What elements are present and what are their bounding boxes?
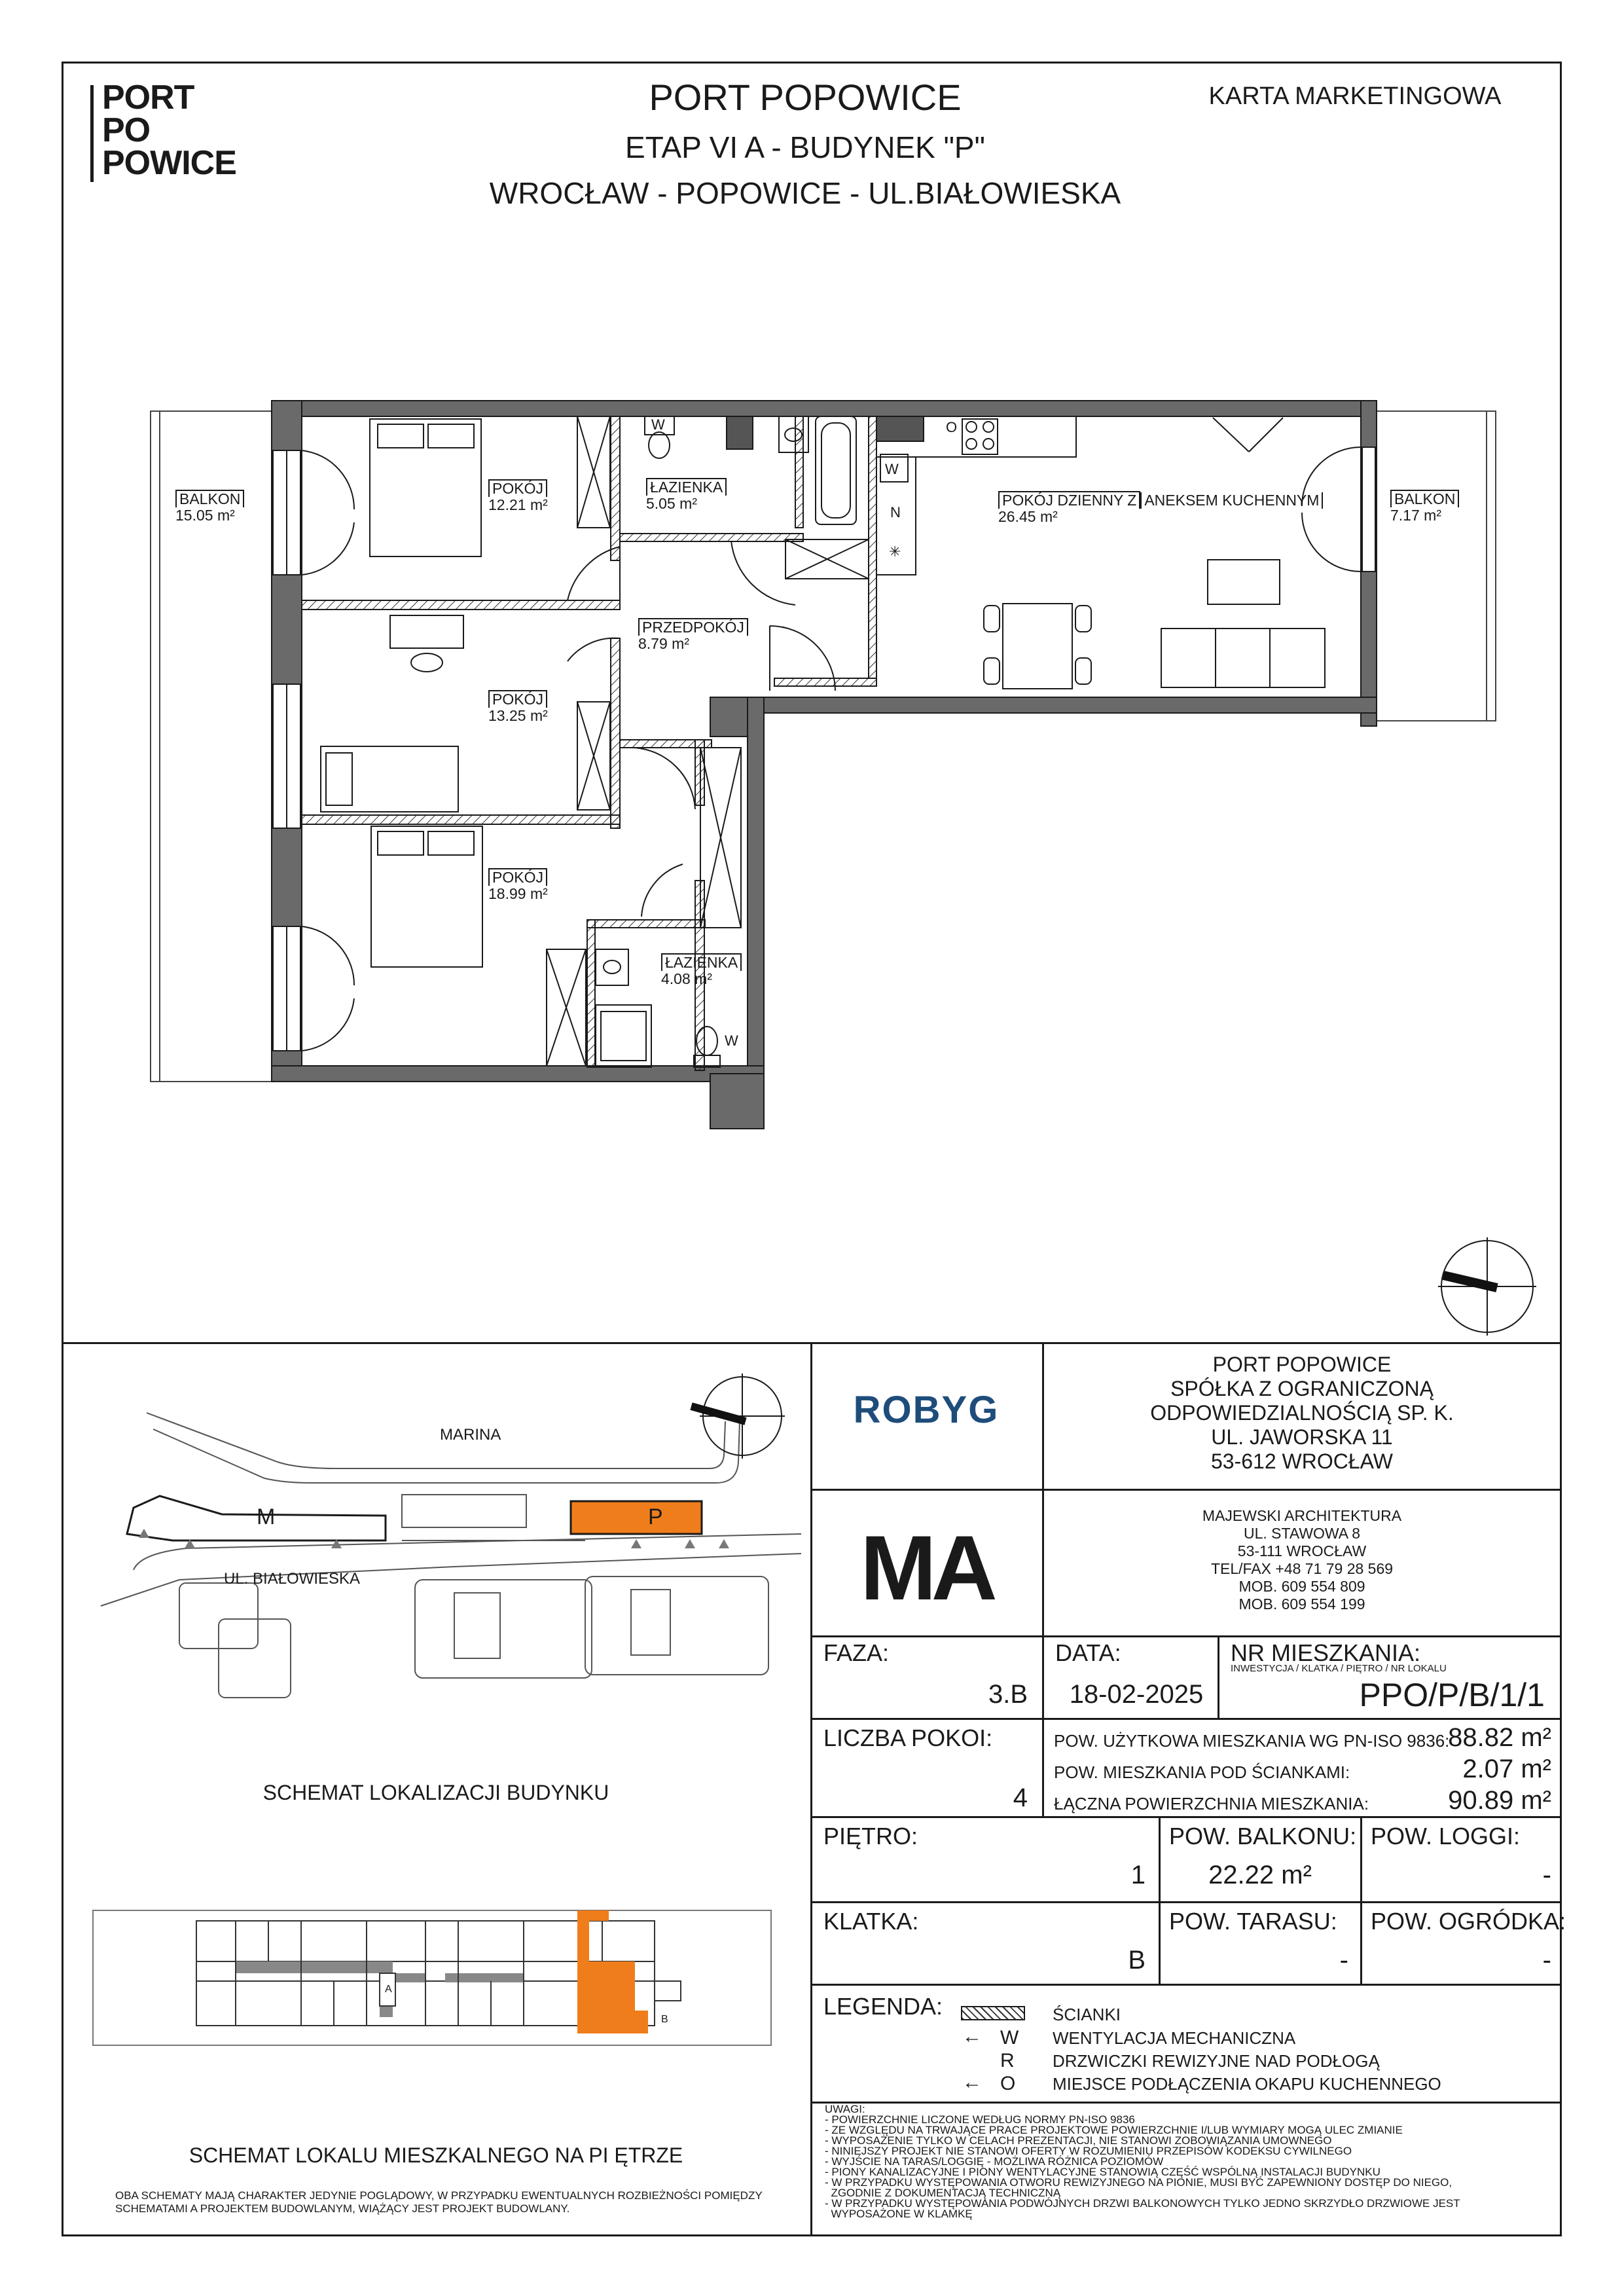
balcony-right	[1374, 411, 1496, 721]
terrace-area-value: -	[1339, 1946, 1348, 1975]
floor-scheme-caption: SCHEMAT LOKALU MIESZKALNEGO NA PI ĘTRZE	[189, 2143, 683, 2167]
room-label-bedroom-1: POKÓJ 12.21 m²	[488, 480, 548, 513]
staircase-value: B	[1128, 1946, 1146, 1975]
divider-row-3	[810, 1816, 1562, 1818]
legend-arrow-w: ←	[962, 2026, 982, 2047]
usable-area-value: 88.82 m²	[1448, 1723, 1551, 1752]
phase-label: FAZA:	[823, 1639, 890, 1666]
divider-rooms	[1042, 1718, 1044, 1816]
divider-logo-rows	[810, 1489, 1562, 1491]
total-area-value: 90.89 m²	[1448, 1786, 1551, 1815]
apartment-highlight	[577, 1910, 648, 2033]
building-p	[571, 1501, 702, 1534]
date-label: DATA:	[1055, 1639, 1121, 1666]
divider-balcony	[1360, 1816, 1362, 1984]
balcony-area-label: POW. BALKONU:	[1169, 1823, 1357, 1850]
loggia-area-label: POW. LOGGI:	[1371, 1823, 1521, 1850]
room-label-bathroom-1: ŁAZIENKA 5.05 m²	[646, 478, 727, 512]
floor-label: PIĘTRO:	[823, 1823, 918, 1850]
room-label-bedroom-2: POKÓJ 13.25 m²	[488, 691, 548, 724]
street-label: UL. BIAŁOWIESKA	[224, 1570, 361, 1588]
card-type: KARTA MARKETINGOWA	[1208, 82, 1502, 110]
floor-scheme	[92, 1909, 772, 2047]
total-area-label: ŁĄCZNA POWIERZCHNIA MIESZKANIA:	[1054, 1794, 1369, 1813]
legend-hatch-swatch	[961, 2006, 1025, 2020]
legend-o-symbol: O	[1000, 2073, 1016, 2094]
building-p-label: P	[648, 1504, 663, 1529]
notes-block: UWAGI: - POWIERZCHNIE LICZONE WEDŁUG NORMY PN-ISO 9836 - ZE WZGLĘDU NA TRWAJĄCE PRACE PROJEKTOWE POWIERZCHNIE I/LUB WYMIARY MOGĄ ULEC ZMIANIE - WYPOSAŻENIE TYLKO W CELACH PREZENTACJI, NIE STANOWI ZOBOWIĄZANIA UMOWNEGO - NINIEJSZY PROJEKT NIE STANOWI OFERTY W ROZUMIENIU PRZEPISÓW KODEKSU CYWILNEGO - WYJŚCIE NA TARAS/LOGGIĘ - MOŻLIWA RÓŻNICA POZIOMÓW - PIONY KANALIZACYJNE I PIONY WENTYLACYJNE STANOWIĄ CZĘŚĆ WSPÓLNĄ INSTALACJI BUDYNKU - W PRZYPADKU WYSTĘPOWANIA OTWORU REWIZYJNEGO NA PIONIE, MUSI BYĆ ZAPEWNIONY DOSTĘP DO NIEGO, ZGODNIE Z DOKUMENTACJĄ TECHNICZNĄ - W PRZYPADKU WYSTĘPOWANIA PODWÓJNYCH DRZWI BALKONOWYCH TYLKO JEDNO SKRZYDŁO DRZWIOWE JEST WYPOSAŻONE W KLAMKĘ	[825, 2103, 1460, 2220]
location-scheme	[62, 1344, 810, 1737]
legend-title: LEGENDA:	[823, 1993, 943, 2020]
room-label-balcony-right: BALKON 7.17 m²	[1390, 490, 1459, 524]
room-label-balcony-left: BALKON 15.05 m²	[175, 490, 244, 524]
room-label-living-room: POKÓJ DZIENNY Z ANEKSEM KUCHENNYM 26.45 m²	[998, 491, 1323, 525]
floor-value: 1	[1130, 1861, 1146, 1889]
legend-ventilation-text: WENTYLACJA MECHANICZNA	[1053, 2028, 1296, 2048]
divider-row-2	[810, 1718, 1562, 1720]
phase-value: 3.B	[988, 1680, 1028, 1709]
logo-line-1: PORT	[102, 79, 194, 117]
divider-faza	[1042, 1635, 1044, 1718]
freezer-symbol: ✳	[889, 543, 901, 560]
logo-line-2: PO	[102, 111, 151, 149]
ventilation-symbol-1: W	[651, 416, 665, 433]
room-label-bathroom-2: ŁAZIENKA 4.08 m²	[661, 953, 742, 987]
legend-revision-text: DRZWICZKI REWIZYJNE NAD PODŁOGĄ	[1053, 2051, 1380, 2071]
divider-row-4	[810, 1901, 1562, 1903]
building-m-label: M	[257, 1504, 276, 1529]
location-caption: SCHEMAT LOKALIZACJI BUDYNKU	[262, 1781, 609, 1804]
apartment-number-label: NR MIESZKANIA:	[1231, 1639, 1421, 1666]
divider-info-top	[810, 1635, 1562, 1637]
room-label-bedroom-3: POKÓJ 18.99 m²	[488, 869, 548, 902]
divider-row-6	[810, 2102, 1562, 2104]
ventilation-symbol-2: W	[885, 461, 899, 477]
robyg-logo: ROBYG	[853, 1389, 1000, 1431]
legend-w-symbol: W	[1000, 2027, 1019, 2049]
fridge-symbol: N	[890, 504, 901, 520]
marina-label: MARINA	[440, 1426, 501, 1444]
room-label-hallway: PRZEDPOKÓJ 8.79 m²	[638, 618, 748, 652]
disclaimer-line-1: OBA SCHEMATY MAJĄ CHARAKTER JEDYNIE POGLĄDOWY, W PRZYPADKU EWENTUALNYCH ROZBIEŻNOŚCI POMIĘDZY	[115, 2189, 763, 2202]
divider-data	[1218, 1635, 1219, 1718]
architect-info: MAJEWSKI ARCHITEKTURA UL. STAWOWA 8 53-111 WROCŁAW TEL/FAX +48 71 79 28 569 MOB. 609 554 809 MOB. 609 554 199	[1202, 1507, 1402, 1613]
hood-symbol: O	[946, 419, 958, 435]
legend-hood-text: MIEJSCE PODŁĄCZENIA OKAPU KUCHENNEGO	[1053, 2074, 1441, 2094]
disclaimer-line-2: SCHEMATAMI A PROJEKTEM BUDOWLANYM, WIĄŻĄCY JEST PROJEKT BUDOWLANY.	[115, 2202, 570, 2215]
ventilation-symbol-3: W	[725, 1032, 738, 1049]
terrace-area-label: POW. TARASU:	[1169, 1908, 1337, 1935]
legend-arrow-o: ←	[962, 2071, 982, 2093]
divider-row-5	[810, 1984, 1562, 1986]
rooms-count-value: 4	[1013, 1783, 1028, 1812]
apartment-number-value: PPO/P/B/1/1	[1359, 1677, 1545, 1713]
rooms-count-label: LICZBA POKOI:	[823, 1724, 993, 1751]
legend-r-symbol: R	[1000, 2050, 1015, 2071]
balcony-area-value: 22.22 m²	[1208, 1861, 1312, 1889]
loggia-area-value: -	[1542, 1861, 1551, 1889]
apartment-number-hint: INWESTYCJA / KLATKA / PIĘTRO / NR LOKALU	[1231, 1663, 1447, 1674]
usable-area-label: POW. UŻYTKOWA MIESZKANIA WG PN-ISO 9836:	[1054, 1731, 1450, 1751]
garden-area-label: POW. OGRÓDKA:	[1371, 1908, 1566, 1935]
logo-line-3: POWICE	[102, 144, 236, 182]
project-address: WROCŁAW - POPOWICE - UL.BIAŁOWIESKA	[489, 176, 1121, 210]
staircase-b-label: B	[661, 2014, 668, 2025]
date-value: 18-02-2025	[1069, 1680, 1204, 1709]
garden-area-value: -	[1542, 1946, 1551, 1975]
wall-area-value: 2.07 m²	[1462, 1755, 1551, 1783]
ma-logo: MA	[860, 1516, 992, 1619]
wall-area-label: POW. MIESZKANIA POD ŚCIANKAMI:	[1054, 1762, 1350, 1782]
project-stage: ETAP VI A - BUDYNEK "P"	[625, 130, 985, 164]
legend-walls-text: ŚCIANKI	[1053, 2005, 1121, 2024]
staircase-label: KLATKA:	[823, 1908, 919, 1935]
divider-floor	[1159, 1816, 1161, 1984]
project-title: PORT POPOWICE	[649, 77, 962, 118]
staircase-a-label: A	[385, 1984, 392, 1995]
company-info: PORT POPOWICE SPÓŁKA Z OGRANICZONĄ ODPOWIEDZIALNOŚCIĄ SP. K. UL. JAWORSKA 11 53-612 WROCŁAW	[1150, 1353, 1454, 1473]
